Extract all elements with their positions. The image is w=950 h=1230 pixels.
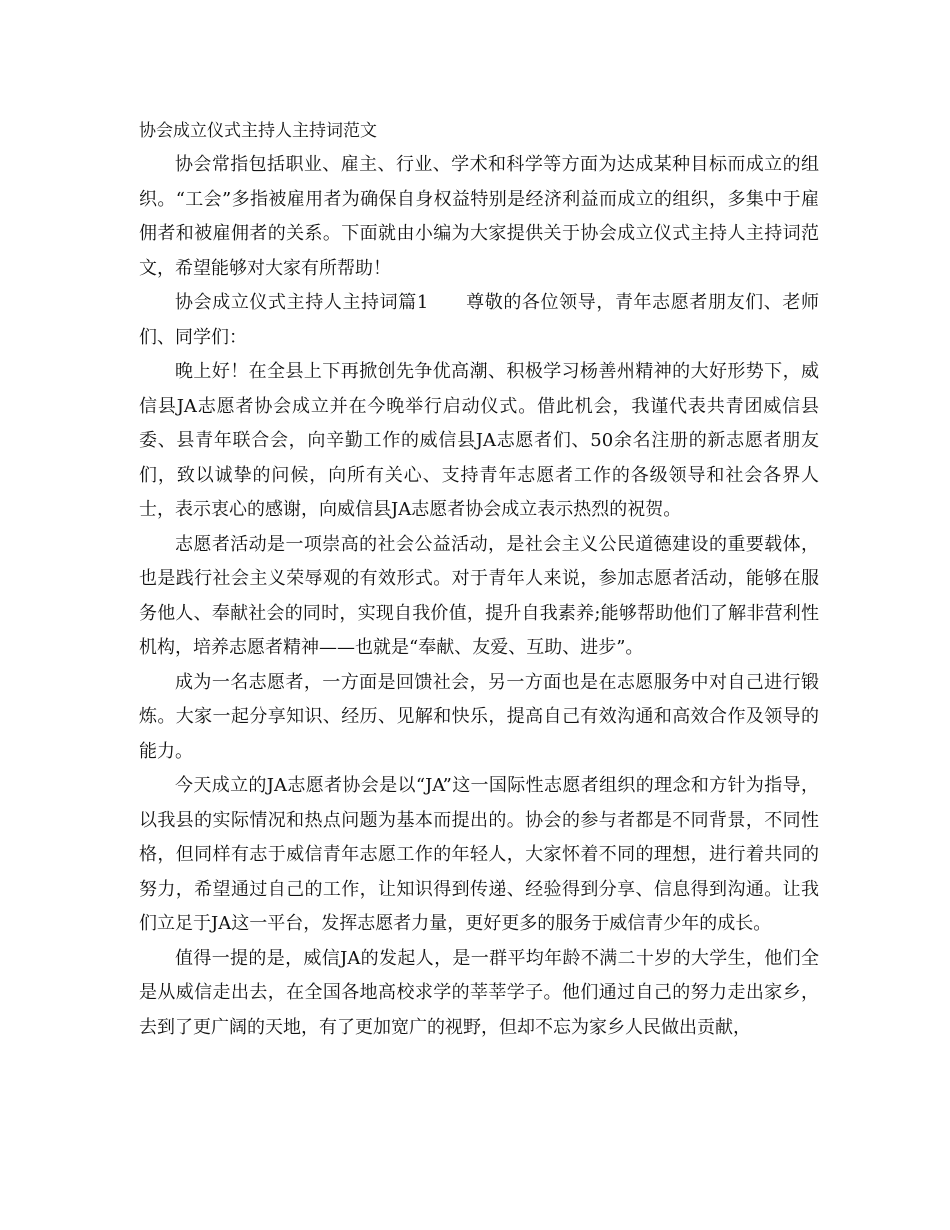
document-title: 协会成立仪式主持人主持词范文 [139,121,377,141]
paragraph-intro: 协会常指包括职业、雇主、行业、学术和科学等方面为达成某种目标而成立的组织。“工会”多指被雇用者为确保自身权益特别是经济利益而成立的组织，多集中于雇佣者和被雇佣者的关系。下面就由小编为大家提供关于协会成立仪式主持人主持词范文，希望能够对大家有所帮助！ [139,154,819,279]
paragraph-greeting: 协会成立仪式主持人主持词篇1 尊敬的各位领导，青年志愿者朋友们、老师们、同学们： [139,292,819,348]
paragraph-founders: 值得一提的是，威信JA的发起人，是一群平均年龄不满二十岁的大学生，他们全是从威信走出去，在全国各地高校求学的莘莘学子。他们通过自己的努力走出家乡，去到了更广阔的天地，有了更加宽广的视野，但却不忘为家乡人民做出贡献， [139,947,819,1038]
document-body [139,148,819,1045]
paragraph-association-founding: 今天成立的JA志愿者协会是以“JA”这一国际性志愿者组织的理念和方针为指导，以我县的实际情况和热点问题为基本而提出的。协会的参与者都是不同背景，不同性格，但同样有志于威信青年志愿工作的年轻人，大家怀着不同的理想，进行着共同的努力，希望通过自己的工作，让知识得到传递、经验得到分享、信息得到沟通。让我们立足于JA这一平台，发挥志愿者力量，更好更多的服务于威信青少年的成长。 [139,775,819,934]
paragraph-become-volunteer: 成为一名志愿者，一方面是回馈社会，另一方面也是在志愿服务中对自己进行锻炼。大家一起分享知识、经历、见解和快乐，提高自己有效沟通和高效合作及领导的能力。 [139,671,819,762]
paragraph-volunteer-activity: 志愿者活动是一项崇高的社会公益活动，是社会主义公民道德建设的重要载体，也是践行社会主义荣辱观的有效形式。对于青年人来说，参加志愿者活动，能够在服务他人、奉献社会的同时，实现自我价值，提升自我素养;能够帮助他们了解非营利性机构，培养志愿者精神——也就是“奉献、友爱、互助、进步”。 [139,533,819,658]
paragraph-welcome: 晚上好！在全县上下再掀创先争优高潮、积极学习杨善州精神的大好形势下，威信县JA志愿者协会成立并在今晚举行启动仪式。借此机会，我谨代表共青团威信县委、县青年联合会，向辛勤工作的威信县JA志愿者们、50余名注册的新志愿者朋友们，致以诚挚的问候，向所有关心、支持青年志愿者工作的各级领导和社会各界人士，表示衷心的感谢，向威信县JA志愿者协会成立表示热烈的祝贺。 [139,361,819,520]
